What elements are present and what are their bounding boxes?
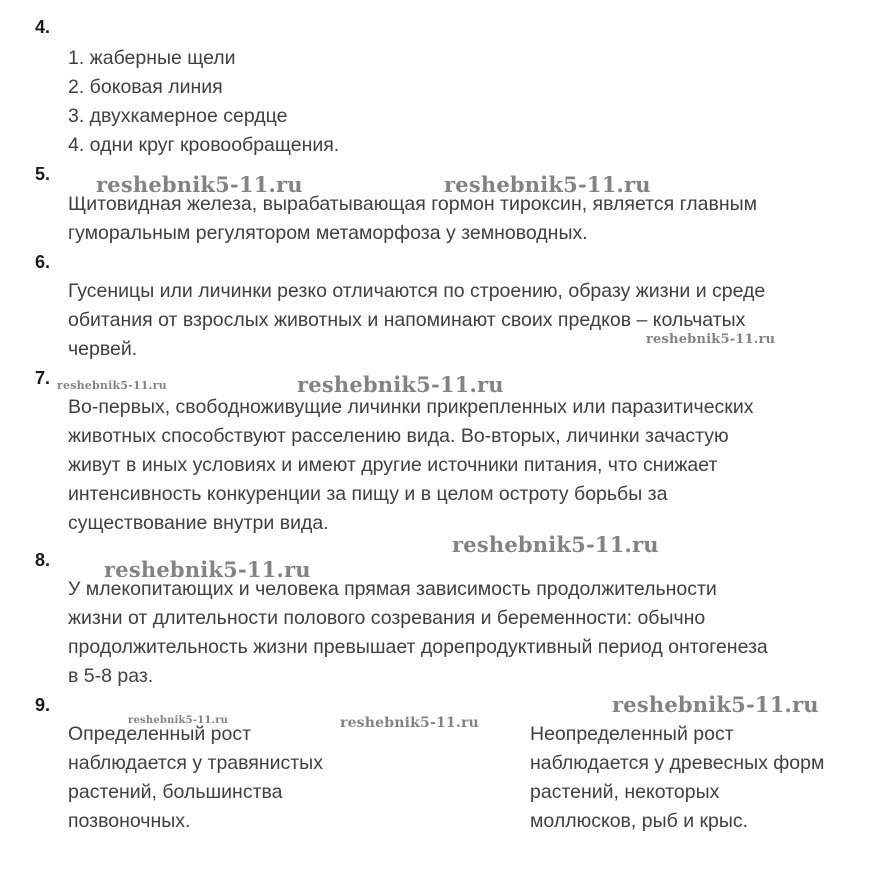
- answer-7-line: Во-первых, свободноживущие личинки прикрепленных или паразитических: [68, 396, 754, 418]
- answer-9-indeterminate: [530, 720, 824, 836]
- item-number-4: 4.: [35, 17, 51, 37]
- answer-6: [68, 277, 765, 364]
- item-number-7: 7.: [35, 368, 51, 388]
- answer-7-line: интенсивность конкуренции за пищу и в целом остроту борьбы за: [68, 483, 668, 505]
- watermark: reshebnik5-11.ru: [57, 379, 167, 392]
- answer-9-right-line: моллюсков, рыб и крыс.: [530, 810, 749, 832]
- answer-5-line: гуморальным регулятором метаморфоза у земноводных.: [68, 222, 588, 244]
- answer-9-right-line: наблюдается у древесных форм: [530, 752, 825, 774]
- watermark: reshebnik5-11.ru: [452, 532, 659, 557]
- answer-8-line: жизни от длительности полового созревания и беременности: обычно: [68, 607, 706, 629]
- answer-9-left-line: позвоночных.: [68, 810, 191, 832]
- item-number-5: 5.: [35, 164, 51, 184]
- answer-4: [68, 44, 339, 160]
- answer-4-line: 2. боковая линия: [68, 76, 223, 98]
- watermark: reshebnik5-11.ru: [297, 372, 504, 397]
- answer-5: [68, 190, 757, 248]
- answer-8-line: У млекопитающих и человека прямая зависимость продолжительности: [68, 578, 717, 600]
- item-number-9: 9.: [35, 695, 51, 715]
- answer-9-left-line: растений, большинства: [68, 781, 283, 803]
- watermark: reshebnik5-11.ru: [646, 332, 776, 347]
- answer-5-line: Щитовидная железа, вырабатывающая гормон тироксин, является главным: [68, 193, 758, 215]
- answer-6-line: Гусеницы или личинки резко отличаются по строению, образу жизни и среде: [68, 280, 766, 302]
- answer-9-right-line: Неопределенный рост: [530, 723, 734, 745]
- answer-9-right-line: растений, некоторых: [530, 781, 720, 803]
- watermark: reshebnik5-11.ru: [128, 715, 229, 726]
- answer-6-line: червей.: [68, 338, 138, 360]
- answer-8-line: продолжительность жизни превышает дорепродуктивный период онтогенеза: [68, 636, 768, 658]
- watermark: reshebnik5-11.ru: [340, 715, 479, 731]
- item-number-6: 6.: [35, 252, 51, 272]
- answer-9-left-line: Определенный рост: [68, 723, 252, 745]
- watermark: reshebnik5-11.ru: [612, 692, 819, 717]
- watermark: reshebnik5-11.ru: [444, 172, 651, 197]
- watermark: reshebnik5-11.ru: [104, 557, 311, 582]
- answer-7-line: существование внутри вида.: [68, 512, 329, 534]
- answer-7-line: живут в иных условиях и имеют другие источники питания, что снижает: [68, 454, 718, 476]
- answer-6-line: обитания от взрослых животных и напоминают своих предков – кольчатых: [68, 309, 746, 331]
- answer-8-line: в 5-8 раз.: [68, 665, 154, 687]
- answer-9-determinate: [68, 720, 323, 836]
- answer-7: [68, 393, 753, 538]
- answer-4-line: 3. двухкамерное сердце: [68, 105, 288, 127]
- answer-8: [68, 575, 768, 691]
- watermark: reshebnik5-11.ru: [96, 172, 303, 197]
- answer-4-line: 1. жаберные щели: [68, 47, 236, 69]
- answer-7-line: животных способствуют расселению вида. Во-вторых, личинки зачастую: [68, 425, 729, 447]
- answer-4-line: 4. одни круг кровообращения.: [68, 134, 340, 156]
- item-number-8: 8.: [35, 550, 51, 570]
- answer-9-left-line: наблюдается у травянистых: [68, 752, 323, 774]
